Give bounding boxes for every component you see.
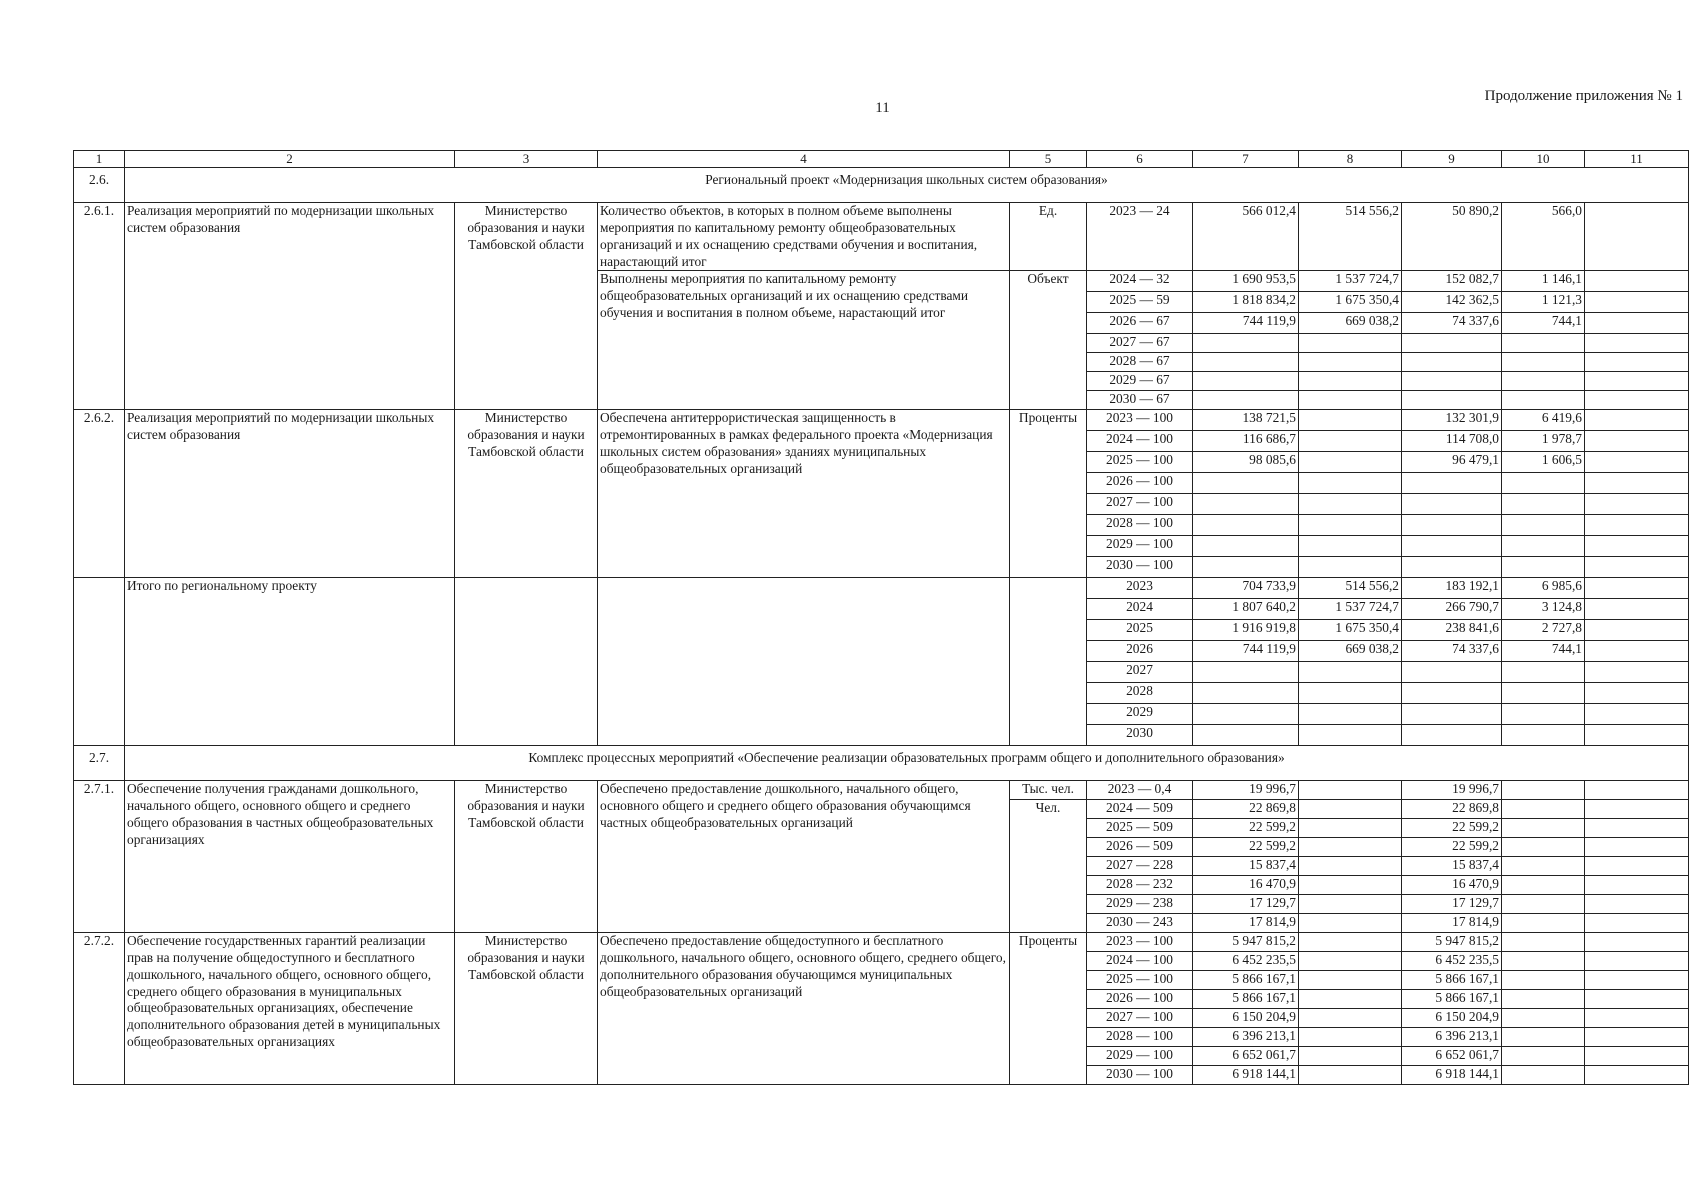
year-cell: 2024 — 32 (1087, 271, 1193, 292)
year-cell: 2030 — 243 (1087, 914, 1193, 933)
value-cell-c11 (1585, 452, 1689, 473)
value-cell-c8 (1299, 933, 1402, 952)
value-cell-c7 (1193, 334, 1299, 353)
value-cell-c7 (1193, 704, 1299, 725)
value-cell-c11 (1585, 391, 1689, 410)
value-cell-c7: 6 150 204,9 (1193, 1009, 1299, 1028)
value-cell-c11 (1585, 271, 1689, 292)
indicator-text: Обеспечено предоставление дошкольного, начального общего, основного общего и среднего общего образования обучающимся частных общеобразовательных организаций (598, 781, 1010, 933)
value-cell-c7: 5 866 167,1 (1193, 971, 1299, 990)
value-cell-c10 (1502, 819, 1585, 838)
value-cell-c10 (1502, 725, 1585, 746)
value-cell-c8 (1299, 838, 1402, 857)
value-cell-c10 (1502, 990, 1585, 1009)
value-cell-c7: 138 721,5 (1193, 410, 1299, 431)
value-cell-c7: 6 652 061,7 (1193, 1047, 1299, 1066)
value-cell-c7: 1 818 834,2 (1193, 292, 1299, 313)
item-name: Обеспечение получения гражданами дошкольного, начального общего, основного общего и среднего общего образования в частных общеобразовательных организациях (125, 781, 455, 933)
value-cell-c8 (1299, 990, 1402, 1009)
value-cell-c7: 6 452 235,5 (1193, 952, 1299, 971)
item-executor: Министерство образования и науки Тамбовской области (455, 410, 598, 578)
value-cell-c11 (1585, 800, 1689, 819)
value-cell-c11 (1585, 1066, 1689, 1085)
year-cell: 2026 — 67 (1087, 313, 1193, 334)
value-cell-c10: 6 985,6 (1502, 578, 1585, 599)
value-cell-c9 (1402, 683, 1502, 704)
indicator-text: Выполнены мероприятия по капитальному ремонту общеобразовательных организаций и их оснащению средствами обучения и воспитания в полном объеме, нарастающий итог (598, 271, 1010, 410)
year-cell: 2028 — 100 (1087, 515, 1193, 536)
value-cell-c7: 17 814,9 (1193, 914, 1299, 933)
value-cell-c7: 15 837,4 (1193, 857, 1299, 876)
value-cell-c7: 22 599,2 (1193, 838, 1299, 857)
value-cell-c8 (1299, 334, 1402, 353)
value-cell-c11 (1585, 725, 1689, 746)
value-cell-c10 (1502, 914, 1585, 933)
value-cell-c8 (1299, 1009, 1402, 1028)
value-cell-c8 (1299, 372, 1402, 391)
indicator-text: Обеспечено предоставление общедоступного и бесплатного дошкольного, начального общего, основного общего, среднего общего, дополнительного образования обучающимся муниципальных общеобразовательных организаций (598, 933, 1010, 1085)
value-cell-c11 (1585, 857, 1689, 876)
value-cell-c8 (1299, 704, 1402, 725)
header-col-4: 4 (598, 151, 1010, 168)
value-cell-c8 (1299, 557, 1402, 578)
year-cell: 2026 — 100 (1087, 990, 1193, 1009)
table-row (74, 781, 1689, 800)
value-cell-c9 (1402, 353, 1502, 372)
value-cell-c9 (1402, 391, 1502, 410)
value-cell-c10 (1502, 494, 1585, 515)
value-cell-c10 (1502, 353, 1585, 372)
item-number: 2.6.1. (74, 203, 125, 410)
value-cell-c7: 704 733,9 (1193, 578, 1299, 599)
value-cell-c9 (1402, 725, 1502, 746)
value-cell-c11 (1585, 620, 1689, 641)
header-col-9: 9 (1402, 151, 1502, 168)
year-cell: 2030 — 100 (1087, 557, 1193, 578)
value-cell-c10: 2 727,8 (1502, 620, 1585, 641)
year-cell: 2027 (1087, 662, 1193, 683)
value-cell-c7: 6 918 144,1 (1193, 1066, 1299, 1085)
value-cell-c9 (1402, 536, 1502, 557)
value-cell-c9: 15 837,4 (1402, 857, 1502, 876)
value-cell-c10 (1502, 1028, 1585, 1047)
value-cell-c8 (1299, 857, 1402, 876)
value-cell-c8 (1299, 725, 1402, 746)
value-cell-c8 (1299, 819, 1402, 838)
value-cell-c8 (1299, 410, 1402, 431)
value-cell-c10 (1502, 876, 1585, 895)
indicator-text: Количество объектов, в которых в полном объеме выполнены мероприятия по капитальному ремонту общеобразовательных организаций и их оснащению средствами обучения и воспитания, нарастающий итог (598, 203, 1010, 271)
header-row (74, 151, 1689, 168)
value-cell-c10 (1502, 838, 1585, 857)
value-cell-c11 (1585, 334, 1689, 353)
value-cell-c7 (1193, 557, 1299, 578)
value-cell-c11 (1585, 895, 1689, 914)
item-executor (455, 578, 598, 746)
value-cell-c9: 16 470,9 (1402, 876, 1502, 895)
value-cell-c8 (1299, 952, 1402, 971)
value-cell-c8: 669 038,2 (1299, 313, 1402, 334)
value-cell-c7 (1193, 391, 1299, 410)
header-col-6: 6 (1087, 151, 1193, 168)
value-cell-c7 (1193, 683, 1299, 704)
value-cell-c9: 6 918 144,1 (1402, 1066, 1502, 1085)
year-cell: 2026 — 509 (1087, 838, 1193, 857)
value-cell-c7 (1193, 515, 1299, 536)
section-title: Комплекс процессных мероприятий «Обеспечение реализации образовательных программ общего и дополнительного образования» (125, 746, 1689, 781)
budget-table (73, 150, 1689, 1085)
year-cell: 2023 — 100 (1087, 933, 1193, 952)
year-cell: 2029 — 100 (1087, 536, 1193, 557)
value-cell-c11 (1585, 353, 1689, 372)
value-cell-c8: 1 675 350,4 (1299, 292, 1402, 313)
value-cell-c7 (1193, 473, 1299, 494)
value-cell-c7: 6 396 213,1 (1193, 1028, 1299, 1047)
section-number: 2.6. (74, 168, 125, 203)
value-cell-c7 (1193, 494, 1299, 515)
year-cell: 2027 — 100 (1087, 494, 1193, 515)
year-cell: 2029 — 100 (1087, 1047, 1193, 1066)
unit-cell: Ед. (1010, 203, 1087, 271)
value-cell-c10 (1502, 971, 1585, 990)
value-cell-c9 (1402, 704, 1502, 725)
year-cell: 2029 (1087, 704, 1193, 725)
item-executor: Министерство образования и науки Тамбовской области (455, 203, 598, 410)
item-number: 2.7.2. (74, 933, 125, 1085)
value-cell-c9: 5 866 167,1 (1402, 990, 1502, 1009)
value-cell-c7: 17 129,7 (1193, 895, 1299, 914)
year-cell: 2029 — 238 (1087, 895, 1193, 914)
value-cell-c10: 1 606,5 (1502, 452, 1585, 473)
value-cell-c9: 22 599,2 (1402, 819, 1502, 838)
value-cell-c9: 5 866 167,1 (1402, 971, 1502, 990)
value-cell-c10 (1502, 1066, 1585, 1085)
value-cell-c10 (1502, 557, 1585, 578)
table-body (74, 151, 1689, 1085)
value-cell-c11 (1585, 410, 1689, 431)
value-cell-c9: 19 996,7 (1402, 781, 1502, 800)
section-row (74, 168, 1689, 203)
value-cell-c8 (1299, 1028, 1402, 1047)
value-cell-c9: 238 841,6 (1402, 620, 1502, 641)
value-cell-c10 (1502, 895, 1585, 914)
value-cell-c9: 183 192,1 (1402, 578, 1502, 599)
value-cell-c10 (1502, 662, 1585, 683)
value-cell-c9: 152 082,7 (1402, 271, 1502, 292)
value-cell-c10: 566,0 (1502, 203, 1585, 271)
value-cell-c10 (1502, 781, 1585, 800)
value-cell-c10: 1 978,7 (1502, 431, 1585, 452)
year-cell: 2026 (1087, 641, 1193, 662)
value-cell-c7: 5 866 167,1 (1193, 990, 1299, 1009)
value-cell-c11 (1585, 971, 1689, 990)
value-cell-c8 (1299, 431, 1402, 452)
value-cell-c8 (1299, 473, 1402, 494)
value-cell-c9: 22 599,2 (1402, 838, 1502, 857)
value-cell-c11 (1585, 1047, 1689, 1066)
value-cell-c11 (1585, 838, 1689, 857)
item-executor: Министерство образования и науки Тамбовской области (455, 933, 598, 1085)
unit-cell: Проценты (1010, 933, 1087, 1085)
unit-cell: Тыс. чел. (1010, 781, 1087, 800)
value-cell-c11 (1585, 203, 1689, 271)
year-cell: 2030 (1087, 725, 1193, 746)
value-cell-c10 (1502, 1009, 1585, 1028)
section-number: 2.7. (74, 746, 125, 781)
header-col-8: 8 (1299, 151, 1402, 168)
value-cell-c10 (1502, 515, 1585, 536)
value-cell-c11 (1585, 662, 1689, 683)
value-cell-c10 (1502, 704, 1585, 725)
value-cell-c7: 744 119,9 (1193, 641, 1299, 662)
value-cell-c7: 19 996,7 (1193, 781, 1299, 800)
value-cell-c8 (1299, 876, 1402, 895)
value-cell-c9: 22 869,8 (1402, 800, 1502, 819)
value-cell-c11 (1585, 683, 1689, 704)
item-number: 2.7.1. (74, 781, 125, 933)
value-cell-c8 (1299, 353, 1402, 372)
value-cell-c10 (1502, 1047, 1585, 1066)
value-cell-c9: 5 947 815,2 (1402, 933, 1502, 952)
value-cell-c10: 1 121,3 (1502, 292, 1585, 313)
value-cell-c8 (1299, 683, 1402, 704)
value-cell-c11 (1585, 578, 1689, 599)
value-cell-c11 (1585, 641, 1689, 662)
value-cell-c11 (1585, 781, 1689, 800)
value-cell-c9 (1402, 372, 1502, 391)
indicator-text (598, 578, 1010, 746)
header-col-3: 3 (455, 151, 598, 168)
value-cell-c8 (1299, 914, 1402, 933)
year-cell: 2026 — 100 (1087, 473, 1193, 494)
value-cell-c10: 744,1 (1502, 641, 1585, 662)
value-cell-c8 (1299, 391, 1402, 410)
value-cell-c11 (1585, 914, 1689, 933)
value-cell-c9 (1402, 557, 1502, 578)
value-cell-c10 (1502, 933, 1585, 952)
page-number: 11 (875, 100, 890, 116)
section-title: Региональный проект «Модернизация школьных систем образования» (125, 168, 1689, 203)
value-cell-c10: 1 146,1 (1502, 271, 1585, 292)
value-cell-c10 (1502, 683, 1585, 704)
value-cell-c11 (1585, 952, 1689, 971)
year-cell: 2023 — 100 (1087, 410, 1193, 431)
value-cell-c7 (1193, 725, 1299, 746)
value-cell-c11 (1585, 599, 1689, 620)
value-cell-c8: 1 537 724,7 (1299, 599, 1402, 620)
value-cell-c9 (1402, 494, 1502, 515)
value-cell-c10: 3 124,8 (1502, 599, 1585, 620)
value-cell-c9 (1402, 515, 1502, 536)
year-cell: 2023 (1087, 578, 1193, 599)
value-cell-c11 (1585, 536, 1689, 557)
value-cell-c7: 5 947 815,2 (1193, 933, 1299, 952)
year-cell: 2023 — 24 (1087, 203, 1193, 271)
continuation-label: Продолжение приложения № 1 (1484, 88, 1683, 104)
header-col-1: 1 (74, 151, 125, 168)
value-cell-c11 (1585, 990, 1689, 1009)
value-cell-c11 (1585, 1028, 1689, 1047)
value-cell-c8 (1299, 800, 1402, 819)
value-cell-c9: 6 396 213,1 (1402, 1028, 1502, 1047)
value-cell-c9: 74 337,6 (1402, 313, 1502, 334)
item-name: Реализация мероприятий по модернизации школьных систем образования (125, 203, 455, 410)
value-cell-c7: 98 085,6 (1193, 452, 1299, 473)
unit-cell: Чел. (1010, 800, 1087, 933)
value-cell-c8 (1299, 781, 1402, 800)
value-cell-c11 (1585, 819, 1689, 838)
value-cell-c9: 6 452 235,5 (1402, 952, 1502, 971)
year-cell: 2027 — 100 (1087, 1009, 1193, 1028)
indicator-text: Обеспечена антитеррористическая защищенность в отремонтированных в рамках федерального проекта «Модернизация школьных систем образования» зданиях муниципальных общеобразовательных организаций (598, 410, 1010, 578)
value-cell-c9: 114 708,0 (1402, 431, 1502, 452)
year-cell: 2025 (1087, 620, 1193, 641)
item-name: Обеспечение государственных гарантий реализации прав на получение общедоступного и бесплатного дошкольного, начального общего, основного общего, среднего общего образования в муниципальных общеобразовательных организациях, обеспечение дополнительного образования детей в муниципальных общеобразовательных организациях (125, 933, 455, 1085)
value-cell-c8: 669 038,2 (1299, 641, 1402, 662)
value-cell-c11 (1585, 494, 1689, 515)
table-row (74, 578, 1689, 599)
value-cell-c10: 744,1 (1502, 313, 1585, 334)
value-cell-c7: 1 807 640,2 (1193, 599, 1299, 620)
table-row (74, 410, 1689, 431)
unit-cell: Проценты (1010, 410, 1087, 578)
value-cell-c11 (1585, 876, 1689, 895)
value-cell-c10: 6 419,6 (1502, 410, 1585, 431)
year-cell: 2030 — 100 (1087, 1066, 1193, 1085)
value-cell-c9: 132 301,9 (1402, 410, 1502, 431)
value-cell-c9: 17 814,9 (1402, 914, 1502, 933)
table-row (74, 203, 1689, 271)
value-cell-c7 (1193, 536, 1299, 557)
value-cell-c9 (1402, 473, 1502, 494)
value-cell-c9: 74 337,6 (1402, 641, 1502, 662)
value-cell-c10 (1502, 952, 1585, 971)
year-cell: 2024 (1087, 599, 1193, 620)
value-cell-c8 (1299, 515, 1402, 536)
value-cell-c8: 514 556,2 (1299, 578, 1402, 599)
year-cell: 2028 — 100 (1087, 1028, 1193, 1047)
value-cell-c8 (1299, 895, 1402, 914)
header-col-2: 2 (125, 151, 455, 168)
unit-cell (1010, 578, 1087, 746)
value-cell-c8 (1299, 494, 1402, 515)
item-executor: Министерство образования и науки Тамбовской области (455, 781, 598, 933)
value-cell-c9: 6 652 061,7 (1402, 1047, 1502, 1066)
year-cell: 2024 — 100 (1087, 431, 1193, 452)
year-cell: 2029 — 67 (1087, 372, 1193, 391)
value-cell-c10 (1502, 372, 1585, 391)
value-cell-c9 (1402, 334, 1502, 353)
value-cell-c7: 1 916 919,8 (1193, 620, 1299, 641)
value-cell-c8 (1299, 1066, 1402, 1085)
item-name: Итого по региональному проекту (125, 578, 455, 746)
value-cell-c7 (1193, 353, 1299, 372)
unit-cell: Объект (1010, 271, 1087, 410)
value-cell-c8: 1 675 350,4 (1299, 620, 1402, 641)
year-cell: 2027 — 228 (1087, 857, 1193, 876)
year-cell: 2024 — 509 (1087, 800, 1193, 819)
value-cell-c9: 17 129,7 (1402, 895, 1502, 914)
value-cell-c10 (1502, 334, 1585, 353)
header-col-5: 5 (1010, 151, 1087, 168)
value-cell-c7: 22 869,8 (1193, 800, 1299, 819)
year-cell: 2025 — 509 (1087, 819, 1193, 838)
value-cell-c11 (1585, 473, 1689, 494)
value-cell-c9: 96 479,1 (1402, 452, 1502, 473)
header-col-11: 11 (1585, 151, 1689, 168)
year-cell: 2025 — 100 (1087, 452, 1193, 473)
value-cell-c9: 142 362,5 (1402, 292, 1502, 313)
value-cell-c10 (1502, 391, 1585, 410)
year-cell: 2025 — 100 (1087, 971, 1193, 990)
value-cell-c11 (1585, 431, 1689, 452)
item-number: 2.6.2. (74, 410, 125, 578)
value-cell-c9: 50 890,2 (1402, 203, 1502, 271)
year-cell: 2028 (1087, 683, 1193, 704)
value-cell-c11 (1585, 704, 1689, 725)
value-cell-c11 (1585, 515, 1689, 536)
value-cell-c10 (1502, 473, 1585, 494)
year-cell: 2028 — 232 (1087, 876, 1193, 895)
value-cell-c8 (1299, 452, 1402, 473)
table-row (74, 933, 1689, 952)
year-cell: 2027 — 67 (1087, 334, 1193, 353)
value-cell-c7: 116 686,7 (1193, 431, 1299, 452)
value-cell-c9: 266 790,7 (1402, 599, 1502, 620)
item-number (74, 578, 125, 746)
value-cell-c7 (1193, 662, 1299, 683)
value-cell-c9 (1402, 662, 1502, 683)
value-cell-c10 (1502, 800, 1585, 819)
value-cell-c8: 1 537 724,7 (1299, 271, 1402, 292)
value-cell-c7: 22 599,2 (1193, 819, 1299, 838)
value-cell-c11 (1585, 933, 1689, 952)
section-row (74, 746, 1689, 781)
value-cell-c7: 566 012,4 (1193, 203, 1299, 271)
value-cell-c11 (1585, 557, 1689, 578)
value-cell-c8: 514 556,2 (1299, 203, 1402, 271)
year-cell: 2025 — 59 (1087, 292, 1193, 313)
value-cell-c7 (1193, 372, 1299, 391)
value-cell-c8 (1299, 971, 1402, 990)
value-cell-c8 (1299, 1047, 1402, 1066)
value-cell-c9: 6 150 204,9 (1402, 1009, 1502, 1028)
year-cell: 2024 — 100 (1087, 952, 1193, 971)
value-cell-c11 (1585, 313, 1689, 334)
item-name: Реализация мероприятий по модернизации школьных систем образования (125, 410, 455, 578)
value-cell-c10 (1502, 857, 1585, 876)
year-cell: 2028 — 67 (1087, 353, 1193, 372)
value-cell-c10 (1502, 536, 1585, 557)
year-cell: 2030 — 67 (1087, 391, 1193, 410)
value-cell-c8 (1299, 536, 1402, 557)
value-cell-c7: 1 690 953,5 (1193, 271, 1299, 292)
value-cell-c7: 744 119,9 (1193, 313, 1299, 334)
value-cell-c7: 16 470,9 (1193, 876, 1299, 895)
value-cell-c11 (1585, 292, 1689, 313)
value-cell-c8 (1299, 662, 1402, 683)
year-cell: 2023 — 0,4 (1087, 781, 1193, 800)
value-cell-c11 (1585, 1009, 1689, 1028)
header-col-10: 10 (1502, 151, 1585, 168)
value-cell-c11 (1585, 372, 1689, 391)
header-col-7: 7 (1193, 151, 1299, 168)
